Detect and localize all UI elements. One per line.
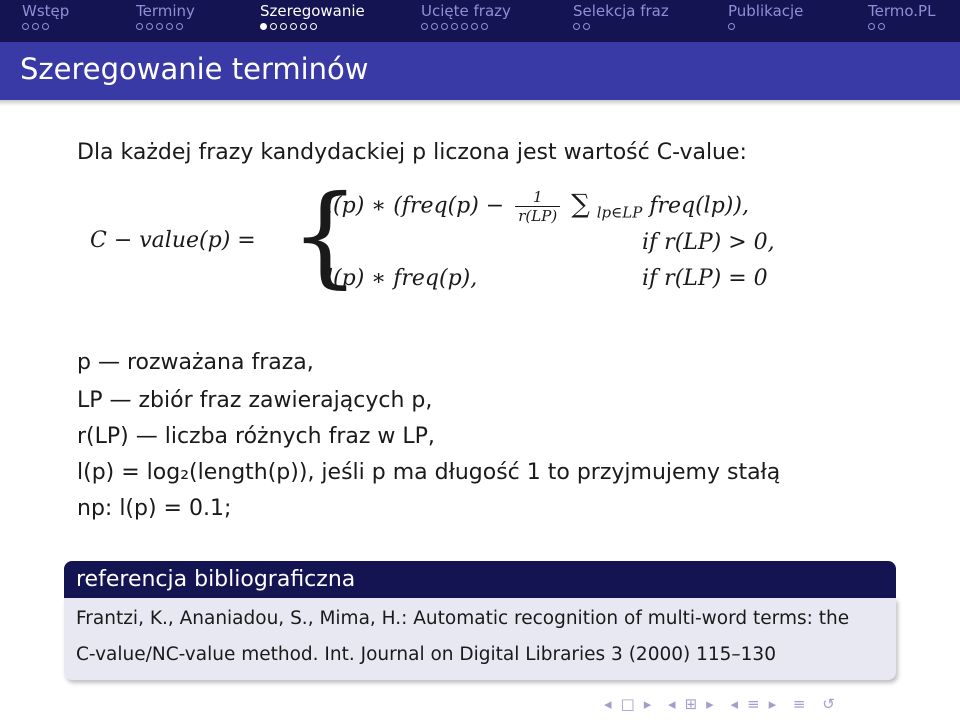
nav-prev-subsection-icon[interactable]: ◂ <box>668 695 679 713</box>
fraction-numerator: 1 <box>515 188 560 207</box>
nav-next-frame-icon[interactable]: ▸ <box>643 695 655 713</box>
formula-case-2-condition: if r(LP) = 0 <box>642 266 768 291</box>
nav-section-label[interactable]: Terminy <box>136 2 195 20</box>
nav-subsection-icon[interactable]: ⊞ <box>684 695 701 713</box>
sum-symbol: ∑ <box>571 189 590 220</box>
definition-lp: LP — zbiór fraz zawierających p, <box>77 388 433 413</box>
fraction-denominator: r(LP) <box>518 207 558 225</box>
intro-text: Dla każdej frazy kandydackiej p liczona jest wartość C-value: <box>77 140 747 165</box>
nav-section-label[interactable]: Termo.PL <box>868 2 936 20</box>
nav-next-section-icon[interactable]: ▸ <box>768 695 780 713</box>
definition-rlp: r(LP) — liczba różnych fraz w LP, <box>77 424 435 449</box>
definition-lp-length: l(p) = log₂(length(p)), jeśli p ma długość 1 to przyjmujemy stałą <box>77 460 781 485</box>
nav-section-label[interactable]: Selekcja fraz <box>573 2 669 20</box>
formula-case-2: l(p) ∗ freq(p), <box>326 266 478 291</box>
nav-search-icon[interactable]: ↺ <box>822 695 838 713</box>
nav-section-label[interactable]: Publikacje <box>728 2 804 20</box>
formula-brace: { <box>290 171 360 299</box>
nav-section-label[interactable]: Szeregowanie <box>260 2 365 20</box>
reference-line-1: Frantzi, K., Ananiadou, S., Mima, H.: Automatic recognition of multi-word terms: the <box>76 608 850 629</box>
reference-heading: referencja bibliograficzna <box>76 567 356 592</box>
formula-fraction <box>515 188 560 225</box>
definition-example: np: l(p) = 0.1; <box>77 496 232 521</box>
formula-lhs: C − value(p) = <box>90 228 256 253</box>
reference-line-2: C-value/NC-value method. Int. Journal on Digital Libraries 3 (2000) 115–130 <box>76 644 776 665</box>
reference-block-body <box>64 598 896 680</box>
nav-section-label[interactable]: Wstęp <box>22 2 70 20</box>
formula-case-1 <box>326 188 749 225</box>
formula-case-1-part-a: l(p) ∗ (freq(p) − <box>326 193 505 219</box>
nav-next-subsection-icon[interactable]: ▸ <box>706 695 717 713</box>
nav-prev-frame-icon[interactable]: ◂ <box>604 695 615 713</box>
frame-title: Szeregowanie terminów <box>20 52 369 86</box>
nav-section-icon[interactable]: ≡ <box>746 695 763 713</box>
formula-case-1-part-b: freq(lp)), <box>649 193 749 219</box>
nav-align-icon[interactable]: ≡ <box>792 695 809 713</box>
nav-prev-section-icon[interactable]: ◂ <box>730 695 741 713</box>
sum-subscript: lp∈LP <box>596 203 643 222</box>
nav-frame-icon[interactable]: □ <box>620 695 638 713</box>
reference-block-header <box>64 561 896 598</box>
definition-p: p — rozważana fraza, <box>77 350 314 375</box>
beamer-navigation-symbols <box>604 695 844 715</box>
nav-section-label[interactable]: Ucięte frazy <box>421 2 511 20</box>
formula-case-1-condition: if r(LP) > 0, <box>642 230 775 255</box>
